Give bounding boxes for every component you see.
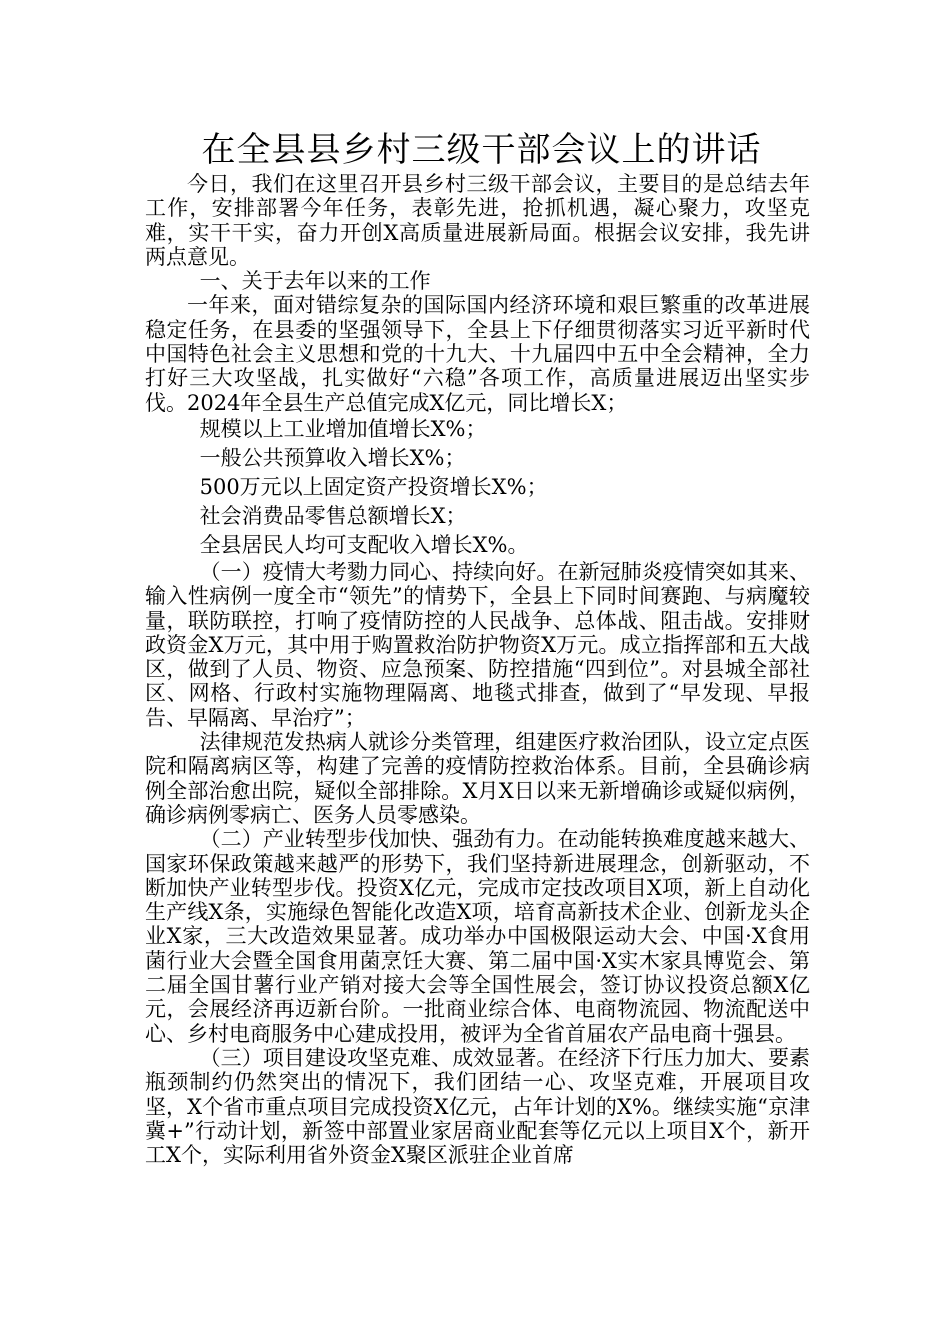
stat-item: 500万元以上固定资产投资增长X%； <box>199 474 548 499</box>
stat-item: 全县居民人均可支配收入增长X%。 <box>199 532 529 557</box>
subsection-paragraph: （三）项目建设攻坚克难、成效显著。在经济下行压力加大、要素瓶颈制约仍然突出的情况下，我们团结一心、攻坚克难，开展项目攻坚，X个省市重点项目完成投资X亿元，占年计划的X%。继续实施“京津冀+”行动计划，新签中部置业家居商业配套等亿元以上项目X个，新开工X个，实际利用省外资金X聚区派驻企业首席 <box>145 1045 810 1168</box>
subsection-continuation-paragraph: 法律规范发热病人就诊分类管理，组建医疗救治团队，设立定点医院和隔离病区等，构建了完善的疫情防控救治体系。目前，全县确诊病例全部治愈出院，疑似全部排除。X月X日以来无新增确诊或疑似病例，确诊病例零病亡、医务人员零感染。 <box>145 730 810 827</box>
document-page <box>145 128 810 1167</box>
section-body-paragraph: 一年来，面对错综复杂的国际国内经济环境和艰巨繁重的改革进展稳定任务，在县委的坚强领导下，全县上下仔细贯彻落实习近平新时代中国特色社会主义思想和党的十九大、十九届四中五中全会精神，全力打好三大攻坚战，扎实做好“六稳”各项工作，高质量进展迈出坚实步伐。2024年全县生产总值完成X亿元，同比增长X； <box>145 293 810 415</box>
document-title: 在全县县乡村三级干部会议上的讲话 <box>201 130 762 170</box>
section-heading: 一、关于去年以来的工作 <box>199 269 431 294</box>
stat-item: 社会消费品零售总额增长X； <box>199 503 467 528</box>
subsection-paragraph: （二）产业转型步伐加快、强劲有力。在动能转换难度越来越大、国家环保政策越来越严的形势下，我们坚持新进展理念，创新驱动，不断加快产业转型步伐。投资X亿元，完成市定技改项目X项，新上自动化生产线X条，实施绿色智能化改造X项，培育高新技术企业、创新龙头企业X家，三大改造效果显著。成功举办中国极限运动大会、中国·X食用菌行业大会暨全国食用菌烹饪大赛、第二届中国·X实木家具博览会、第二届全国甘薯行业产销对接大会等全国性展会，签订协议投资总额X亿元，会展经济再迈新台阶。一批商业综合体、电商物流园、物流配送中心、乡村电商服务中心建成投用，被评为全省首届农产品电商十强县。 <box>145 827 810 1046</box>
intro-paragraph: 今日，我们在这里召开县乡村三级干部会议，主要目的是总结去年工作，安排部署今年任务，表彰先进，抢抓机遇，凝心聚力，攻坚克难，实干干实，奋力开创X高质量进展新局面。根据会议安排，我先讲两点意见。 <box>145 172 810 269</box>
stat-item: 一般公共预算收入增长X%； <box>199 445 466 470</box>
subsection-paragraph: （一）疫情大考勠力同心、持续向好。在新冠肺炎疫情突如其来、输入性病例一度全市“领先”的情势下，全县上下同时间赛跑、与病魔较量，联防联控，打响了疫情防控的人民战争、总体战、阻击战。安排财政资金X万元，其中用于购置救治防护物资X万元。成立指挥部和五大战区，做到了人员、物资、应急预案、防控措施“四到位”。对县城全部社区、网格、行政村实施物理隔离、地毯式排查，做到了“早发现、早报告、早隔离、早治疗”； <box>145 559 810 730</box>
stat-item: 规模以上工业增加值增长X%； <box>199 416 487 441</box>
